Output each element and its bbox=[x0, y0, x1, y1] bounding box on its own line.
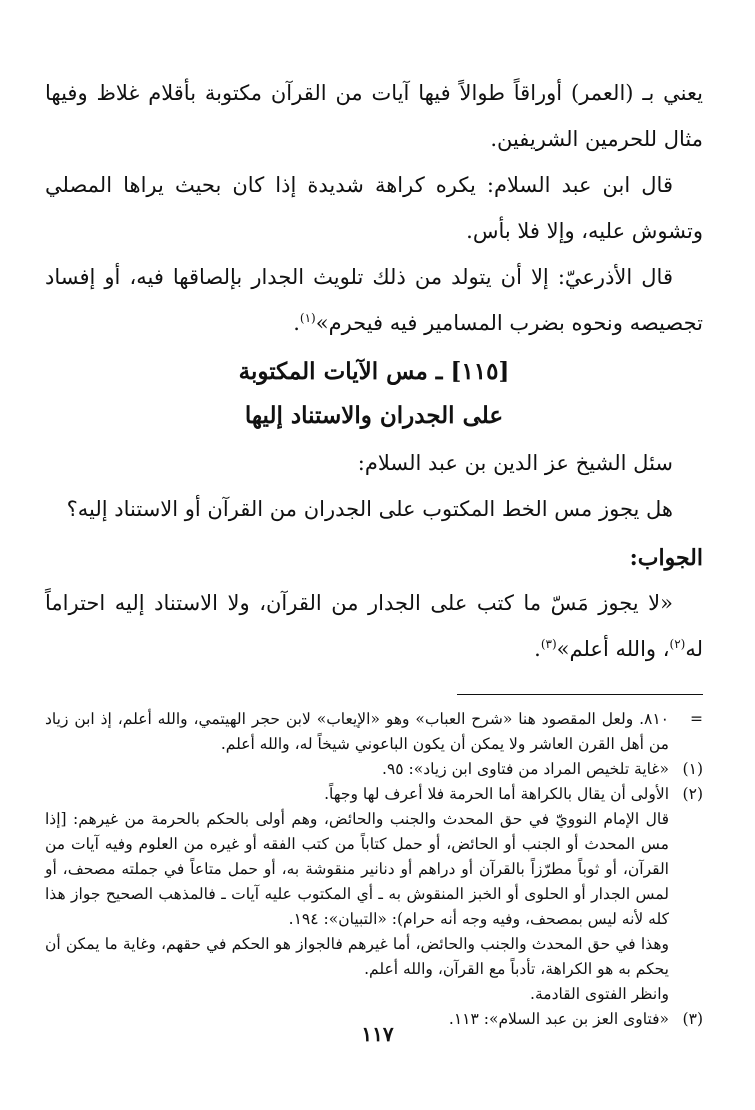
paragraph-2: قال ابن عبد السلام: يكره كراهة شديدة إذا كان بحيث يراها المصلي وتشوش عليه، وإلا فلا بأس. bbox=[45, 173, 703, 243]
page-content bbox=[45, 70, 703, 1032]
footnote-1-marker: (١) bbox=[682, 760, 703, 778]
answer-end: . bbox=[534, 637, 541, 661]
page-number: ١١٧ bbox=[361, 1022, 394, 1046]
footnote-3-text: «فتاوى العز بن عبد السلام»: ١١٣. bbox=[448, 1010, 669, 1028]
footnote-2-line-4: وانظر الفتوى القادمة. bbox=[530, 985, 669, 1003]
section-heading-line-1: [١١٥] ـ مس الآيات المكتوبة bbox=[238, 358, 510, 385]
footnote-continuation bbox=[45, 707, 703, 757]
footnote-1 bbox=[45, 757, 703, 782]
footnote-3-marker: (٣) bbox=[682, 1010, 703, 1028]
footnote-2-marker: (٢) bbox=[682, 785, 703, 803]
footnote-continuation-marker: = bbox=[690, 710, 703, 728]
section-heading-line-2: على الجدران والاستناد إليها bbox=[244, 402, 504, 429]
paragraph-3 bbox=[45, 254, 703, 346]
footnote-continuation-text: ٨١٠. ولعل المقصود هنا «شرح العباب» وهو «الإيعاب» لابن حجر الهيتمي، والله أعلم، إذ ابن زياد من أهل القرن العاشر ولا يمكن أن يكون الباعوني شيخاً له، والله أعلم. bbox=[45, 710, 669, 753]
footnote-divider bbox=[457, 694, 703, 695]
section-heading bbox=[45, 350, 703, 438]
answer-text bbox=[45, 580, 703, 672]
question-text: هل يجوز مس الخط المكتوب على الجدران من القرآن أو الاستناد إليه؟ bbox=[66, 497, 673, 521]
paragraph-3-end: . bbox=[293, 311, 300, 335]
answer-part-1: «لا يجوز مَسّ ما كتب على الجدار من القرآن، ولا الاستناد إليه احتراماً له bbox=[45, 591, 703, 661]
footnote-ref-2: (٢) bbox=[669, 637, 686, 651]
question-intro: سئل الشيخ عز الدين بن عبد السلام: bbox=[357, 451, 673, 475]
footnote-2-line-3: وهذا في حق المحدث والجنب والحائض، أما غيرهم فالجواز هو الحكم في حقهم، وغاية ما يمكن أن يحكم به هو الكراهة، تأدباً مع القرآن، والله أعلم. bbox=[45, 935, 669, 978]
paragraph-3-text: قال الأذرعيّ: إلا أن يتولد من ذلك تلويث الجدار بإلصاقها فيه، أو إفساد تجصيصه ونحوه بضرب المسامير فيه فيحرم» bbox=[45, 265, 703, 335]
paragraph-1: يعني بـ (العمر) أوراقاً طوالاً فيها آيات من القرآن مكتوبة بأقلام غلاظ وفيها مثال للحرمين الشريفين. bbox=[45, 81, 703, 151]
footnote-ref-3: (٣) bbox=[540, 637, 557, 651]
footnote-2 bbox=[45, 782, 703, 1007]
answer-part-2: ، والله أعلم» bbox=[556, 637, 670, 661]
footnote-1-text: «غاية تلخيص المراد من فتاوى ابن زياد»: ٩٥. bbox=[382, 760, 669, 778]
footnote-ref-1: (١) bbox=[299, 311, 316, 325]
answer-label: الجواب: bbox=[629, 545, 703, 571]
footnotes bbox=[45, 707, 703, 1032]
footnote-2-line-2: قال الإمام النوويّ في حق المحدث والجنب والحائض، وهم أولى بالحكم بالحرمة من غيرهم: [إذا مس المحدث أو الجنب أو الحائض، أو حمل كتاباً من كتب الفقه أو غيره من العلوم وفيه آيات من القرآن، أو ثوباً مطرّزاً بالقرآن أو دراهم أو دنانير منقوشة به، أو حمل متاعاً في جملته مصحف، أو لمس الجدار أو الحلوى أو الخبز المنقوش به ـ أي المكتوب عليه آيات ـ فالمذهب الصحيح جواز هذا كله لأنه ليس بمصحف، وفيه وجه أنه حرام): «التبيان»: ١٩٤. bbox=[45, 810, 669, 928]
footnote-2-body bbox=[45, 782, 669, 1007]
footnote-2-line-1: الأولى أن يقال بالكراهة أما الحرمة فلا أعرف لها وجهاً. bbox=[324, 785, 669, 803]
